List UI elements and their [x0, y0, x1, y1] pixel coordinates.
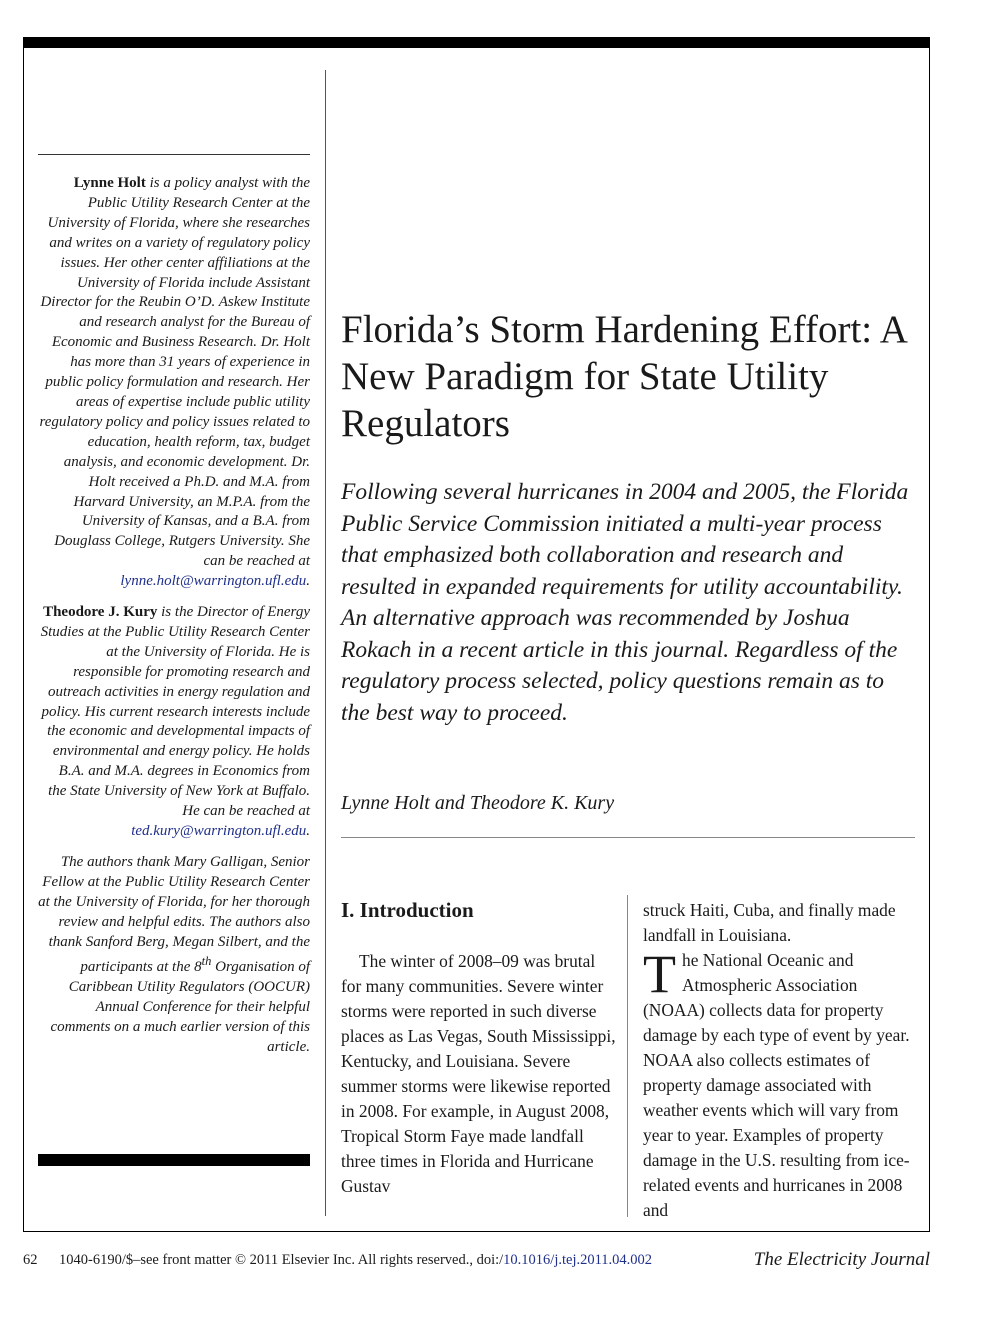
- body-column-1: [341, 896, 617, 1199]
- frame-bottom-border: [23, 1231, 930, 1232]
- drop-cap: T: [643, 944, 676, 1004]
- author-sidebar: [38, 174, 310, 1069]
- author1-email-link[interactable]: lynne.holt@warrington.ufl.edu: [120, 573, 307, 590]
- page-number: 62: [23, 1252, 38, 1268]
- body-paragraph: The winter of 2008–09 was brutal for many communities. Severe winter storms were reported in such diverse places as Las Vegas, South Mississippi, Kentucky, and Louisiana. Severe summer storms were likewise reported in 2008. For example, in August 2008, Tropical Storm Faye made landfall three times in Florida and Hurricane Gustav: [341, 951, 616, 1196]
- section-heading: I. Introduction: [341, 898, 474, 922]
- acknowledgements: The authors thank Mary Galligan, Senior Fellow at the Public Utility Research Center at the University of Florida, for her thorough review and helpful edits. The authors also thank Sanford Berg, Megan Silbert, and the participants at the 8th Organisation of Caribbean Utility Regulators (OOCUR) Annual Conference for their helpful comments on a much earlier version of this article.: [38, 853, 310, 1056]
- copyright-line: 1040-6190/$–see front matter © 2011 Elsevier Inc. All rights reserved., doi:/10.1016/j.tej.2011.04.002: [59, 1252, 653, 1268]
- journal-name: The Electricity Journal: [753, 1249, 930, 1270]
- article-authors: Lynne Holt and Theodore K. Kury: [341, 792, 615, 814]
- body-paragraph: The National Oceanic and Atmospheric Association (NOAA) collects data for property damage by each type of event by year. NOAA also collects estimates of property damage associated with weather events which will vary from year to year. Examples of property damage in the U.S. resulting from ice-related events and hurricanes in 2008 and: [643, 944, 910, 1220]
- page-footer: [23, 1249, 930, 1273]
- author1-name: Lynne Holt: [73, 175, 146, 191]
- sidebar-bottom-bar: [38, 1154, 310, 1166]
- doi-link[interactable]: 10.1016/j.tej.2011.04.002: [503, 1252, 653, 1268]
- author2-name: Theodore J. Kury: [43, 604, 158, 621]
- article-title: Florida’s Storm Hardening Effort: A New Paradigm for State Utility Regulators: [341, 308, 906, 445]
- author2-email-link[interactable]: ted.kury@warrington.ufl.edu: [131, 823, 307, 839]
- body-paragraph: struck Haiti, Cuba, and finally made landfall in Louisiana.: [643, 900, 896, 945]
- frame-right-border: [929, 48, 930, 1232]
- column-divider: [627, 895, 628, 1217]
- top-rule: [23, 37, 930, 48]
- body-column-2: [643, 898, 919, 1223]
- author1-bio: Lynne Holt is a policy analyst with the Public Utility Research Center at the University of Florida, where she researches and writes on a variety of regulatory policy issues. Her other center affiliations at the University of Florida include Assistant Director for the Reubin O’D. Askew Institute and research analyst for the Bureau of Economic and Business Research. Dr. Holt has more than 31 years of experience in public policy formulation and research. Her areas of expertise include public utility regulatory policy and policy issues related to education, health reform, tax, budget analysis, and economic development. Dr. Holt received a Ph.D. and M.A. from Harvard University, an M.P.A. from the University of Kansas, and a B.A. from Douglass College, Rutgers University. She can be reached at lynne.holt@warrington.ufl.edu.: [39, 175, 310, 590]
- frame-left-border: [23, 48, 24, 1232]
- sidebar-divider: [325, 70, 326, 1216]
- byline-rule: [341, 837, 915, 838]
- sidebar-top-rule: [38, 154, 310, 155]
- author2-bio: Theodore J. Kury is the Director of Energy Studies at the Public Utility Research Center at the University of Florida. He is responsible for promoting research and outreach activities in energy regulation and policy. His current research interests include the economic and developmental impacts of environmental and energy policy. He holds B.A. and M.A. degrees in Economics from the State University of New York at Buffalo. He can be reached at ted.kury@warrington.ufl.edu.: [40, 604, 310, 839]
- article-abstract: Following several hurricanes in 2004 and 2005, the Florida Public Service Commission initiated a multi-year process that emphasized both collaboration and research and resulted in expanded requirements for utility accountability. An alternative approach was recommended by Joshua Rokach in a recent article in this journal. Regardless of the regulatory process selected, policy questions remain as to the best way to proceed.: [341, 479, 909, 726]
